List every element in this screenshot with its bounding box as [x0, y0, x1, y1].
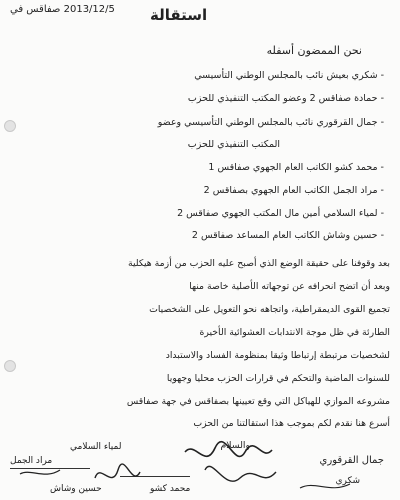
signatory-line: - جمال القرقوري نائب بالمجلس الوطني التأسيسي وعضو: [157, 117, 384, 128]
signature-underline: [10, 468, 90, 469]
letter-title: استقالة: [150, 6, 208, 24]
signatory-line: - شكري بعيش نائب بالمجلس الوطني التأسيسي: [194, 70, 384, 81]
signature-name: محمد كشو: [150, 484, 191, 494]
punch-hole: [4, 360, 16, 372]
letter-intro: نحن الممضون أسفله: [266, 44, 362, 57]
signatory-line: المكتب التنفيذي للحزب: [187, 139, 280, 150]
signature-name: جمال القرقوري: [319, 455, 384, 466]
body-line: مشروعه الموازي للهياكل التي وقع تعيينها بصفاقس في جهة صفاقس: [126, 396, 390, 407]
body-line: تجميع القوى الديمقراطية، واتجاهه نحو التعويل على الشخصيات: [149, 304, 390, 315]
body-line: أسرع هنا نقدم لكم بموجب هذا استقالتنا من الحزب: [193, 418, 390, 429]
body-line: وبعد أن اتضح انحرافه عن توجهاته الأصلية خاصة منها: [189, 281, 390, 292]
signatory-line: - لمياء السلامي أمين مال المكتب الجهوي صفاقس 2: [177, 208, 384, 219]
signatory-line: - محمد كشو الكاتب العام الجهوي صفاقس 1: [208, 162, 384, 173]
letter-date: 2013/12/5 صفاقس في: [10, 4, 115, 15]
closing-salutation: والسلام: [220, 440, 250, 451]
signature-underline: [120, 476, 190, 477]
body-line: الطارئة في ظل موجة الانتدابات العشوائية الأخيرة: [199, 327, 390, 338]
signature-name: مراد الجمل: [10, 456, 53, 466]
signature-name: شكري: [335, 476, 360, 486]
signatory-line: - حمادة صفاقس 2 وعضو المكتب التنفيذي للحزب: [187, 93, 384, 104]
body-line: للسنوات الماضية والتحكم في قرارات الحزب محليا وجهويا: [166, 373, 390, 384]
signatory-line: - مراد الجمل الكاتب العام الجهوي بصفاقس 2: [203, 185, 384, 196]
signatory-line: - حسين وشاش الكاتب العام المساعد صفاقس 2: [191, 230, 384, 241]
body-line: بعد وقوفنا على حقيقة الوضع الذي أصبح عليه الحزب من أزمة هيكلية: [127, 258, 390, 269]
signature-name: لمياء السلامي: [70, 442, 122, 452]
signature-name: حسين وشاش: [50, 484, 102, 494]
punch-hole: [4, 120, 16, 132]
body-line: لشخصيات مرتبطة إرتباطا وثيقا بمنظومة الفساد والاستبداد: [165, 350, 390, 361]
